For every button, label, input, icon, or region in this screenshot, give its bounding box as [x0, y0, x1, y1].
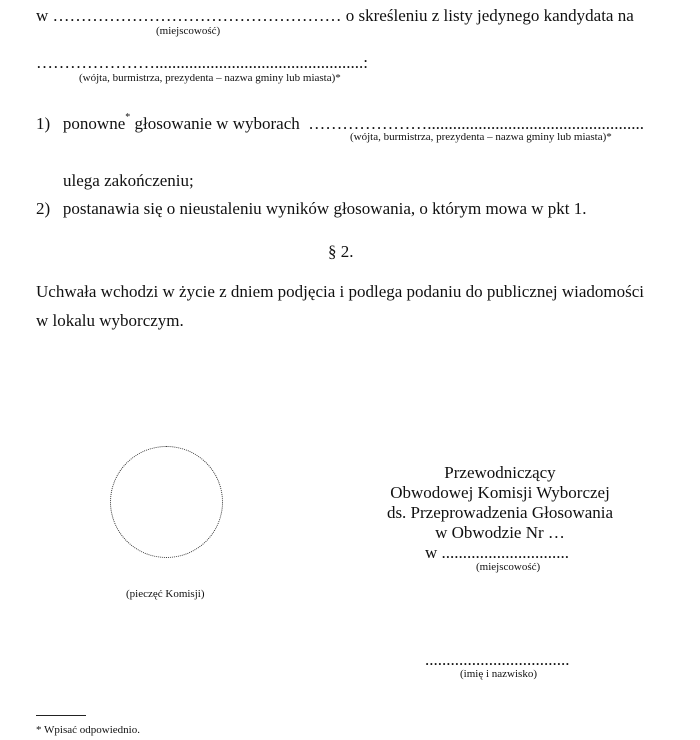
- item-2-number: 2): [36, 199, 51, 218]
- item-1-footnote-mark: *: [125, 112, 131, 123]
- header-suffix: o skreśleniu z listy jedynego kandydata na: [345, 6, 634, 25]
- header-line-1: [36, 6, 634, 26]
- item-1-caption: (wójta, burmistrza, prezydenta – nazwa gminy lub miasta)*: [350, 131, 612, 143]
- signature-block: [380, 463, 620, 543]
- item-1-dots: …………………...................................................: [308, 114, 644, 133]
- signature-name-caption: (imię i nazwisko): [460, 668, 537, 680]
- authority-dots: ………………….................................................:: [36, 53, 368, 72]
- signature-place-line: w ..............................: [425, 543, 570, 562]
- footnote-text: * Wpisać odpowiednio.: [36, 724, 140, 736]
- authority-caption: (wójta, burmistrza, prezydenta – nazwa gminy lub miasta)*: [79, 72, 341, 84]
- place-caption: (miejscowość): [156, 25, 221, 37]
- signature-title-4: w Obwodzie Nr …: [435, 523, 565, 542]
- stamp-caption: (pieczęć Komisji): [126, 588, 205, 600]
- footnote-rule: [36, 715, 86, 716]
- item-2-text: postanawia się o nieustaleniu wyników głosowania, o którym mowa w pkt 1.: [62, 199, 587, 218]
- stamp-circle: [110, 446, 223, 558]
- place-prefix: w: [36, 6, 49, 25]
- signature-place-caption: (miejscowość): [476, 561, 541, 573]
- signature-name-line: ..................................: [425, 650, 570, 669]
- item-1-number: 1): [36, 114, 51, 133]
- paragraph-line-1: Uchwała wchodzi w życie z dniem podjęcia i podlega podaniu do publicznej wiadomości: [36, 282, 645, 301]
- signature-title-2: Obwodowej Komisji Wyborczej: [390, 483, 610, 502]
- item-1-text-before: ponowne: [62, 114, 126, 133]
- item-1-continuation: ulega zakończeniu;: [63, 171, 194, 190]
- signature-title-1: Przewodniczący: [444, 463, 556, 482]
- section-heading: § 2.: [328, 242, 354, 261]
- place-dots: ……………………………………………: [52, 6, 342, 25]
- paragraph-line-2: w lokalu wyborczym.: [36, 311, 184, 330]
- item-2: [36, 199, 587, 219]
- signature-title-3: ds. Przeprowadzenia Głosowania: [386, 503, 614, 522]
- item-1-text-after: głosowanie w wyborach: [134, 114, 300, 133]
